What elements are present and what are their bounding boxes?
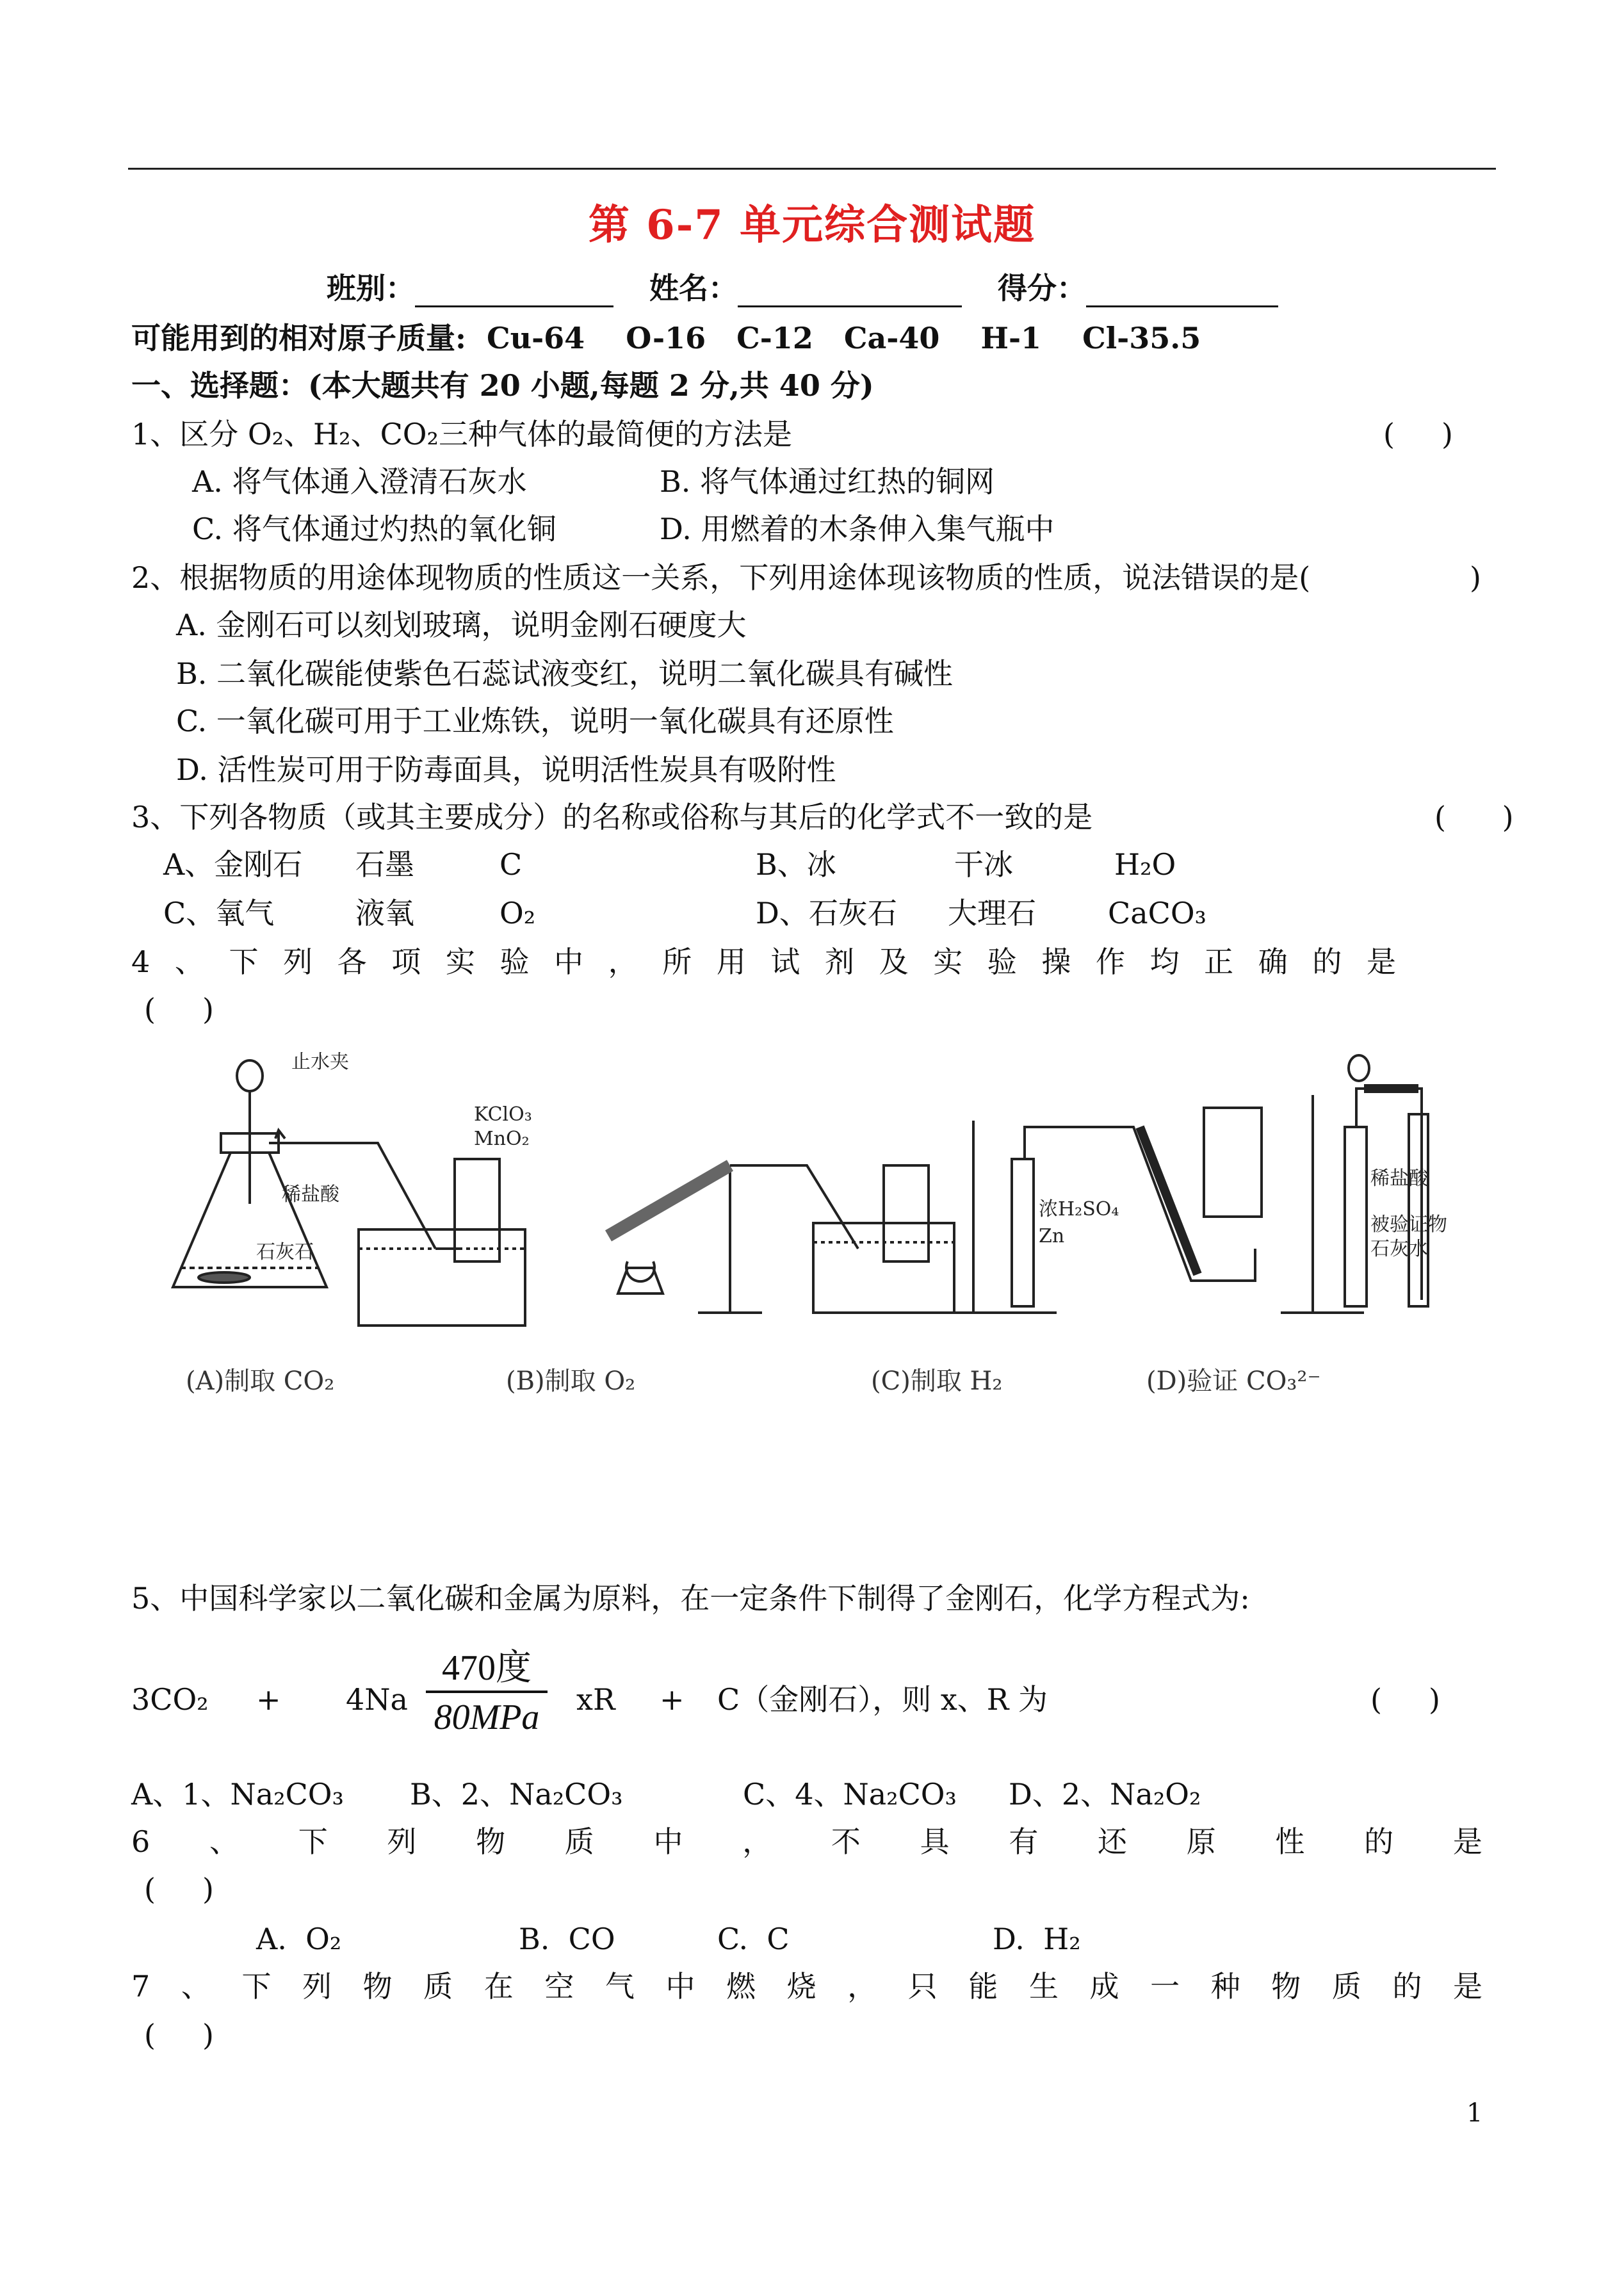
q7-stem [131,1967,1482,2006]
q1-option-d: D. 用燃着的木条伸入集气瓶中 [660,512,1055,546]
stem-char: 气 [605,1969,635,2004]
stem-char: 有 [1009,1824,1039,1859]
q5-option-d: D、2、Na₂O₂ [1009,1777,1201,1812]
q2-option-b: B. 二氧化碳能使紫色石蕊试液变红，说明二氧化碳具有碱性 [176,656,954,691]
stem-char: 作 [1095,945,1125,979]
stem-char: 物 [1271,1969,1301,2004]
q3-d-formula: CaCO₃ [1108,896,1206,930]
stem-char: 质 [423,1969,453,2004]
q3-b-formula: H₂O [1114,847,1176,882]
label-b-mno2: MnO₂ [474,1128,530,1150]
stem-char: ， [742,1824,772,1859]
q5-plus-1: + [256,1682,281,1717]
stem-char: 是 [1366,945,1396,979]
label-d-sample: 被验证物 [1370,1213,1447,1236]
q2-option-a: A. 金刚石可以刻划玻璃，说明金刚石硬度大 [176,608,747,642]
q3-a-formula: C [499,847,523,882]
caption-a: (A)制取 CO₂ [186,1366,335,1396]
stem-char: 的 [1364,1824,1394,1859]
stem-char: 实 [445,945,475,979]
stem-char: 物 [362,1969,393,2004]
class-label: 班别： [327,271,415,305]
q5-condition-top: 470度 [442,1648,532,1688]
stem-char: 6 [131,1824,150,1859]
stem-char: 剂 [825,945,854,979]
stem-char: 只 [907,1969,938,2004]
stem-char: 是 [1453,1969,1482,2004]
stem-char: 下 [298,1824,328,1859]
q5-fraction-bar [426,1691,548,1693]
stem-char: 验 [987,945,1017,979]
q6-answer-paren[interactable]: ( ) [144,1872,215,1906]
atomic-masses: 可能用到的相对原子质量: Cu-64 O-16 C-12 Ca-40 H-1 Cl-35.5 [131,321,1201,355]
stem-char: 的 [1312,945,1342,979]
page-title: 第 6-7 单元综合测试题 [588,201,1036,249]
q3-c-formula: O₂ [499,896,536,930]
score-blank[interactable] [1086,277,1278,307]
caption-d: (D)验证 CO₃²⁻ [1146,1366,1321,1396]
stem-char: 操 [1041,945,1071,979]
stem-char: 烧 [786,1969,816,2004]
q3-a-name: A、金刚石 [163,847,303,882]
q3-a-alias: 石墨 [355,847,414,882]
stem-char: 中 [653,1824,683,1859]
stem-char: 用 [716,945,746,979]
apparatus-figure [166,1051,1447,1415]
q4-answer-paren[interactable]: ( ) [144,992,215,1026]
q1-option-c: C. 将气体通过灼热的氧化铜 [192,512,556,546]
stem-char: 列 [283,945,313,979]
apparatus-b [608,1165,954,1313]
q3-b-alias: 干冰 [954,847,1013,882]
q2-option-d: D. 活性炭可用于防毒面具，说明活性炭具有吸附性 [176,752,836,787]
stem-char: 、 [181,1969,211,2004]
q3-d-alias: 大理石 [948,896,1036,930]
stem-char: 不 [831,1824,861,1859]
q2-stem: 2、根据物质的用途体现物质的性质这一关系，下列用途体现该物质的性质，说法错误的是( [131,560,1311,595]
stem-char: 确 [1258,945,1288,979]
caption-c: (C)制取 H₂ [871,1366,1003,1396]
q6-option-d: D. H₂ [993,1922,1081,1956]
q4-stem [131,943,1396,981]
q1-option-a: A. 将气体通入澄清石灰水 [192,464,527,499]
page-number: 1 [1466,2098,1483,2128]
stem-char: 下 [241,1969,272,2004]
stem-char: 成 [1089,1969,1119,2004]
q5-eq-right: C（金刚石），则 x、R 为 [717,1682,1048,1717]
stem-char: 中 [554,945,584,979]
section-heading: 一、选择题：(本大题共有 20 小题,每题 2 分,共 40 分) [131,368,874,403]
label-a-limestone: 石灰石 [256,1241,314,1263]
stem-char: 所 [662,945,692,979]
stem-char: 列 [387,1824,417,1859]
stem-char: 性 [1275,1824,1305,1859]
stem-char: 还 [1098,1824,1128,1859]
stem-char: 原 [1186,1824,1216,1859]
q2-option-c: C. 一氧化碳可用于工业炼铁，说明一氧化碳具有还原性 [176,704,894,738]
stem-char: 、 [174,945,204,979]
q3-d-name: D、石灰石 [756,896,897,930]
stem-char: 一 [1150,1969,1180,2004]
q3-b-name: B、冰 [756,847,836,882]
header-rule [128,168,1496,170]
caption-b: (B)制取 O₂ [506,1366,636,1396]
score-label: 得分： [998,271,1087,305]
stem-char: 、 [209,1824,239,1859]
label-d-acid: 稀盐酸 [1370,1167,1428,1190]
q5-answer-paren[interactable]: ( ) [1370,1682,1441,1717]
stem-char: 物 [476,1824,506,1859]
q6-stem [131,1822,1482,1861]
stem-char: 燃 [726,1969,756,2004]
stem-char: ， [608,945,638,979]
q1-answer-paren[interactable]: ( ) [1383,417,1454,451]
q5-condition-bottom: 80MPa [434,1698,540,1737]
stem-char: 质 [564,1824,594,1859]
stem-char: 4 [131,945,150,979]
stem-char: 种 [1210,1969,1240,2004]
stem-char: 质 [1331,1969,1361,2004]
stem-char: 下 [229,945,259,979]
stem-char: 7 [131,1969,150,2004]
stem-char: 验 [499,945,530,979]
q6-option-a: A. O₂ [256,1922,342,1956]
apparatus-a [173,1060,525,1326]
stem-char: 均 [1149,945,1180,979]
q3-answer-paren[interactable]: ( ) [1434,800,1514,834]
label-d-limewater: 石灰水 [1370,1238,1428,1260]
label-b-kclo3: KClO₃ [474,1103,532,1126]
q3-stem: 3、下列各物质（或其主要成分）的名称或俗称与其后的化学式不一致的是 [131,800,1093,834]
class-blank[interactable] [415,277,613,307]
stem-char: 是 [1452,1824,1482,1859]
stem-char: ， [847,1969,877,2004]
stem-char: 具 [920,1824,950,1859]
q2-answer-paren[interactable]: ) [1470,560,1481,595]
q3-c-name: C、氧气 [163,896,275,930]
stem-char: 能 [968,1969,998,2004]
stem-char: 在 [483,1969,514,2004]
q5-option-a: A、1、Na₂CO₃ [131,1777,344,1812]
q6-option-b: B. CO [519,1922,615,1956]
stem-char: 项 [391,945,421,979]
stem-char: 空 [544,1969,574,2004]
stem-char: 列 [302,1969,332,2004]
stem-char: 及 [879,945,909,979]
q5-option-b: B、2、Na₂CO₃ [410,1777,623,1812]
stem-char: 正 [1204,945,1234,979]
q1-stem: 1、区分 O₂、H₂、CO₂三种气体的最简便的方法是 [131,417,792,451]
stem-char: 生 [1028,1969,1059,2004]
name-label: 姓名： [649,271,738,305]
q5-stem: 5、中国科学家以二氧化碳和金属为原料，在一定条件下制得了金刚石，化学方程式为: [131,1581,1250,1616]
q5-eq-left: 3CO₂ [131,1682,209,1717]
stem-char: 中 [665,1969,695,2004]
q3-c-alias: 液氧 [355,896,414,930]
q5-na: 4Na [346,1682,408,1717]
label-c-zn: Zn [1039,1225,1065,1247]
q1-option-b: B. 将气体通过红热的铜网 [660,464,995,499]
q5-xr: xR [576,1682,615,1717]
q7-answer-paren[interactable]: ( ) [144,2018,215,2052]
q5-option-c: C、4、Na₂CO₃ [743,1777,957,1812]
student-info-line [327,269,1304,307]
label-a-clamp: 止水夹 [291,1051,349,1073]
q5-plus-2: + [660,1682,685,1717]
stem-char: 的 [1392,1969,1422,2004]
q6-option-c: C. C [717,1922,790,1956]
label-c-acid: 浓H₂SO₄ [1039,1198,1119,1220]
stem-char: 各 [337,945,367,979]
stem-char: 实 [933,945,963,979]
stem-char: 试 [770,945,800,979]
name-blank[interactable] [738,277,962,307]
label-a-acid: 稀盐酸 [282,1183,339,1206]
